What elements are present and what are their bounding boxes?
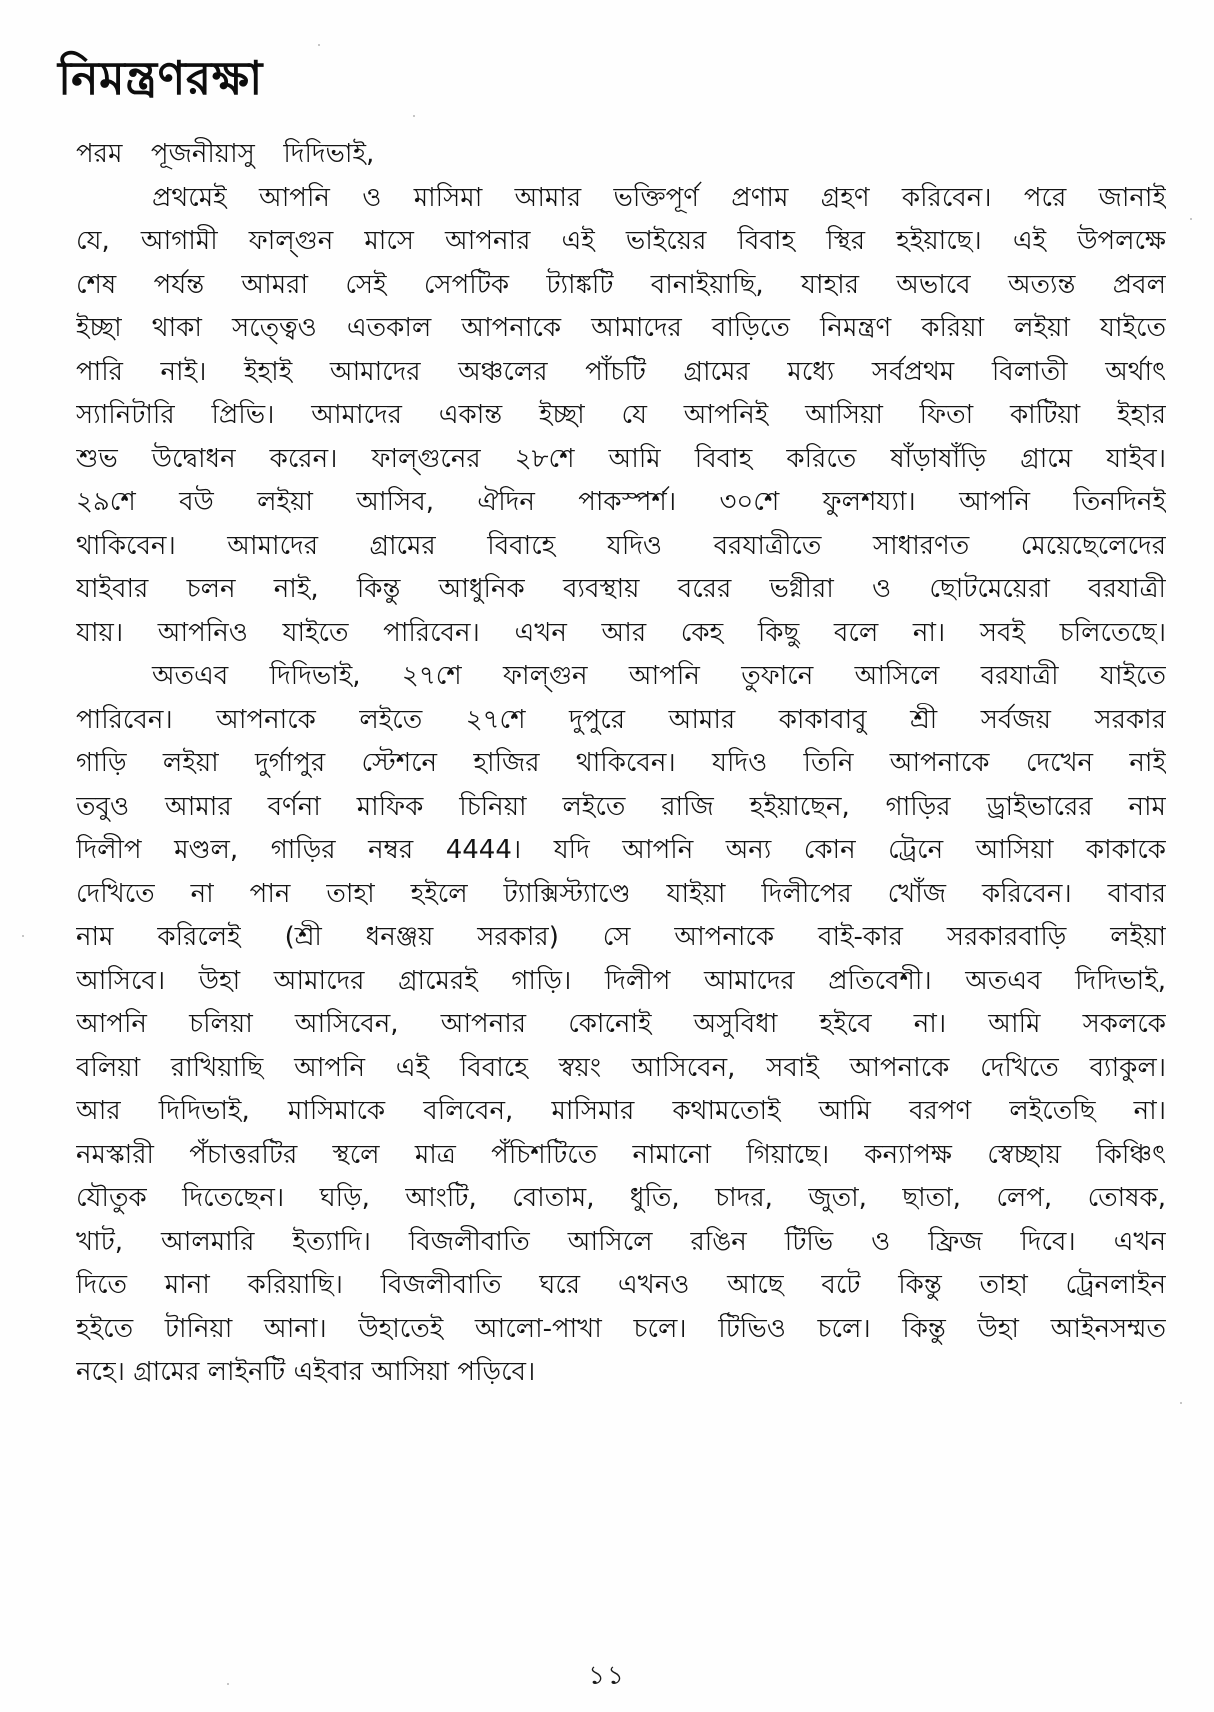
scan-speck bbox=[413, 115, 415, 117]
paragraph-1 bbox=[76, 177, 1166, 656]
text-line: গাড়ি লইয়া দুর্গাপুর স্টেশনে হাজির থাকিবেন। যদিও তিনি আপনাকে দেখেন নাই bbox=[76, 748, 1166, 778]
text-line: স্যানিটারি প্রিভি। আমাদের একান্ত ইচ্ছা যে আপনিই আসিয়া ফিতা কাটিয়া ইহার bbox=[76, 400, 1166, 430]
text-line: ইচ্ছা থাকা সত্ত্বেও এতকাল আপনাকে আমাদের বাড়িতে নিমন্ত্রণ করিয়া লইয়া যাইতে bbox=[76, 313, 1166, 343]
text-line: আসিবে। উহা আমাদের গ্রামেরই গাড়ি। দিলীপ আমাদের প্রতিবেশী। অতএব দিদিভাই, bbox=[76, 965, 1166, 996]
page-title: নিমন্ত্রণরক্ষা bbox=[58, 51, 263, 105]
text-line: যাইবার চলন নাই, কিন্তু আধুনিক ব্যবস্থায় বরের ভগ্নীরা ও ছোটমেয়েরা বরযাত্রী bbox=[76, 574, 1166, 604]
salutation: পরম পূজনীয়াসু দিদিভাই, bbox=[76, 139, 375, 169]
text-line: অতএব দিদিভাই, ২৭শে ফাল্গুন আপনি তুফানে আসিলে বরযাত্রী যাইতে bbox=[152, 661, 1166, 691]
text-line: যে, আগামী ফাল্গুন মাসে আপনার এই ভাইয়ের বিবাহ স্থির হইয়াছে। এই উপলক্ষে bbox=[76, 226, 1166, 256]
paragraph-2 bbox=[76, 655, 1166, 1395]
scan-speck bbox=[22, 935, 24, 937]
text-line: শেষ পর্যন্ত আমরা সেই সেপটিক ট্যাঙ্কটি বানাইয়াছি, যাহার অভাবে অত্যন্ত প্রবল bbox=[76, 269, 1166, 300]
text-line: তবুও আমার বর্ণনা মাফিক চিনিয়া লইতে রাজি হইয়াছেন, গাড়ির ড্রাইভারের নাম bbox=[76, 791, 1166, 822]
scan-speck bbox=[318, 44, 320, 46]
text-line: নাম করিলেই (শ্রী ধনঞ্জয় সরকার) সে আপনাকে বাই-কার সরকারবাড়ি লইয়া bbox=[76, 922, 1166, 952]
text-line: পারিবেন। আপনাকে লইতে ২৭শে দুপুরে আমার কাকাবাবু শ্রী সর্বজয় সরকার bbox=[76, 704, 1166, 735]
text-line: যায়। আপনিও যাইতে পারিবেন। এখন আর কেহ কিছু বলে না। সবই চলিতেছে। bbox=[76, 617, 1166, 648]
text-line: দিতে মানা করিয়াছি। বিজলীবাতি ঘরে এখনও আছে বটে কিন্তু তাহা ট্রেনলাইন bbox=[76, 1270, 1166, 1300]
text-line: আপনি চলিয়া আসিবেন, আপনার কোনোই অসুবিধা হইবে না। আমি সকলকে bbox=[76, 1009, 1166, 1039]
scan-speck bbox=[1190, 218, 1192, 220]
scan-speck bbox=[227, 1683, 229, 1685]
text-line: আর দিদিভাই, মাসিমাকে বলিবেন, মাসিমার কথামতোই আমি বরপণ লইতেছি না। bbox=[76, 1096, 1166, 1126]
text-line: পারি নাই। ইহাই আমাদের অঞ্চলের পাঁচটি গ্রামের মধ্যে সর্বপ্রথম বিলাতী অর্থাৎ bbox=[76, 356, 1166, 387]
text-line: নহে। গ্রামের লাইনটি এইবার আসিয়া পড়িবে। bbox=[76, 1357, 536, 1387]
text-line: দেখিতে না পান তাহা হইলে ট্যাক্সিস্ট্যাণ্ডে যাইয়া দিলীপের খোঁজ করিবেন। বাবার bbox=[76, 878, 1166, 909]
text-line: নমস্কারী পঁচাত্তরটির স্থলে মাত্র পঁচিশটিতে নামানো গিয়াছে। কন্যাপক্ষ স্বেচ্ছায় কিঞ্চিৎ bbox=[76, 1139, 1166, 1170]
text-line: শুভ উদ্বোধন করেন। ফাল্গুনের ২৮শে আমি বিবাহ করিতে ষাঁড়াষাঁড়ি গ্রামে যাইব। bbox=[76, 443, 1166, 474]
text-line: বলিয়া রাখিয়াছি আপনি এই বিবাহে স্বয়ং আসিবেন, সবাই আপনাকে দেখিতে ব্যাকুল। bbox=[76, 1052, 1166, 1083]
text-line: যৌতুক দিতেছেন। ঘড়ি, আংটি, বোতাম, ধুতি, চাদর, জুতা, ছাতা, লেপ, তোষক, bbox=[76, 1183, 1166, 1213]
text-line: দিলীপ মণ্ডল, গাড়ির নম্বর 4444। যদি আপনি অন্য কোন ট্রেনে আসিয়া কাকাকে bbox=[76, 835, 1166, 865]
text-line: প্রথমেই আপনি ও মাসিমা আমার ভক্তিপূর্ণ প্রণাম গ্রহণ করিবেন। পরে জানাই bbox=[152, 182, 1166, 213]
letter-body bbox=[76, 133, 1166, 1395]
page-number: ১১ bbox=[588, 1661, 626, 1691]
scan-speck bbox=[1180, 1402, 1182, 1404]
text-line: থাকিবেন। আমাদের গ্রামের বিবাহে যদিও বরযাত্রীতে সাধারণত মেয়েছেলেদের bbox=[76, 530, 1166, 561]
text-line: হইতে টানিয়া আনা। উহাতেই আলো-পাখা চলে। টিভিও চলে। কিন্তু উহা আইনসম্মত bbox=[76, 1313, 1166, 1344]
text-line: খাট, আলমারি ইত্যাদি। বিজলীবাতি আসিলে রঙিন টিভি ও ফ্রিজ দিবে। এখন bbox=[76, 1226, 1166, 1257]
text-line: ২৯শে বউ লইয়া আসিব, ঐদিন পাকস্পর্শ। ৩০শে ফুলশয্যা। আপনি তিনদিনই bbox=[76, 487, 1166, 517]
